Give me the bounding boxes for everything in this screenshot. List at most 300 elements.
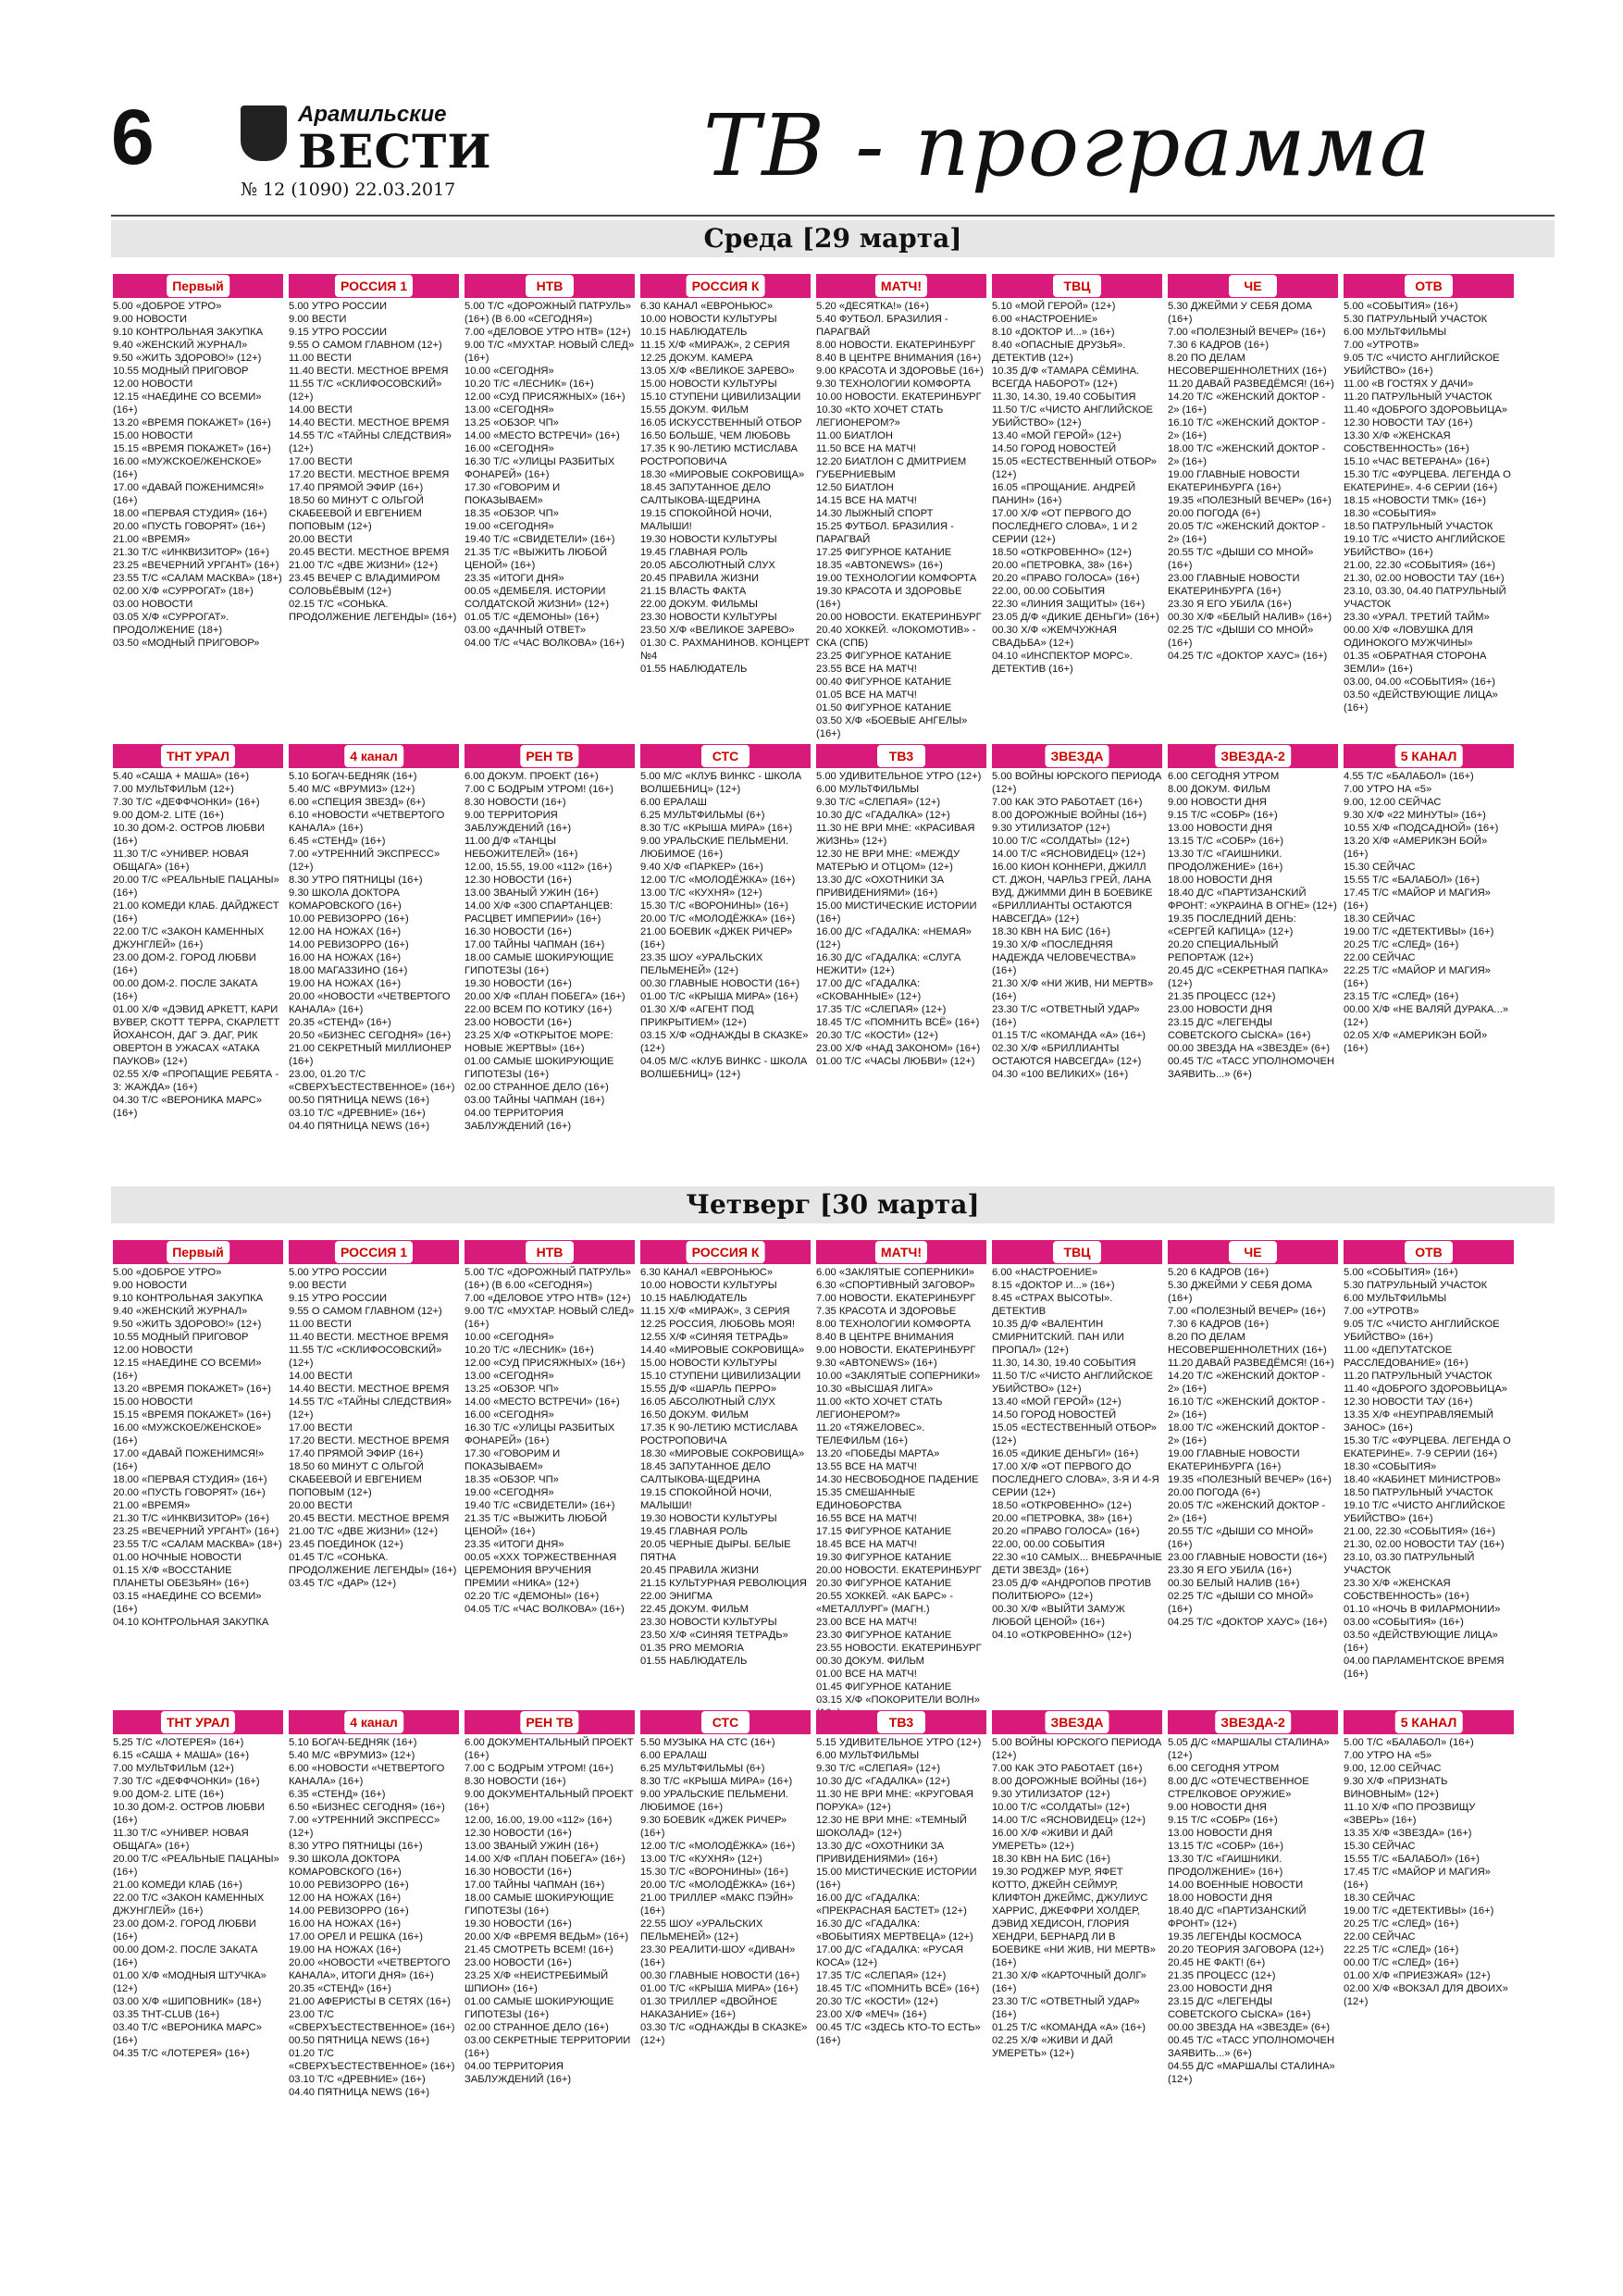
program-entry: 20.20 ТЕОРИЯ ЗАГОВОРА (12+) — [1168, 1944, 1324, 1955]
program-entry: 01.50 ФИГУРНОЕ КАТАНИЕ — [816, 702, 952, 714]
program-entry: 23.10, 03.30, 04.40 ПАТРУЛЬНЫЙ УЧАСТОК — [1344, 586, 1506, 610]
program-entry: 15.00 НОВОСТИ КУЛЬТУРЫ — [640, 1358, 777, 1369]
channel-column — [1344, 1240, 1514, 1681]
program-entry: 17.00 ОРЕЛ И РЕШКА (16+) — [289, 1931, 424, 1942]
program-entry: 15.00 МИСТИЧЕСКИЕ ИСТОРИИ (16+) — [816, 900, 977, 925]
program-entry: 19.30 ФИГУРНОЕ КАТАНИЕ — [816, 1552, 952, 1563]
program-entry: 11.00 Д/Ф «ТАНЦЫ НЕБОЖИТЕЛЕЙ» (16+) — [465, 836, 578, 860]
channel-name: ТНТ УРАЛ — [161, 745, 235, 767]
channel-name: ТВ3 — [877, 1711, 925, 1733]
program-entry: 9.00, 12.00 СЕЙЧАС — [1344, 797, 1442, 808]
channel-logo — [640, 274, 811, 298]
program-entry: 23.00 ДОМ-2. ГОРОД ЛЮБВИ (16+) — [113, 952, 256, 976]
program-entry: 20.45 ВЕСТИ. МЕСТНОЕ ВРЕМЯ — [289, 1513, 450, 1524]
program-list — [992, 1266, 1162, 1642]
channel-name: МАТЧ! — [875, 1241, 927, 1263]
program-entry: 12.20 БИАТЛОН С ДМИТРИЕМ ГУБЕРНИЕВЫМ — [816, 456, 967, 480]
program-entry: 5.50 МУЗЫКА НА СТС (16+) — [640, 1737, 775, 1748]
channel-column — [289, 1240, 459, 1590]
program-entry: 04.35 Т/С «ЛОТЕРЕЯ» (16+) — [113, 2048, 250, 2059]
program-entry: 18.35 «ОБЗОР. ЧП» — [465, 508, 559, 519]
program-entry: 5.00 Т/С «ДОРОЖНЫЙ ПАТРУЛЬ» (16+) (В 6.00 «СЕГОДНЯ») — [465, 1267, 631, 1291]
channel-name: РОССИЯ К — [687, 275, 765, 297]
program-entry: 5.20 6 КАДРОВ (16+) — [1168, 1267, 1270, 1278]
program-entry: 5.40 М/С «ВРУМИЗ» (12+) — [289, 784, 415, 795]
program-entry: 5.00 «СОБЫТИЯ» (16+) — [1344, 301, 1458, 312]
program-entry: 21.00 Т/С «ДВЕ ЖИЗНИ» (12+) — [289, 560, 439, 571]
channel-column — [992, 274, 1162, 676]
program-entry: 14.30 ЛЫЖНЫЙ СПОРТ — [816, 508, 934, 519]
channel-column — [113, 744, 283, 1120]
channel-column — [640, 1710, 811, 2047]
program-entry: 6.25 МУЛЬТФИЛЬМЫ (6+) — [640, 810, 765, 821]
channel-logo — [1344, 274, 1514, 298]
program-entry: 00.30 Х/Ф «ВЫЙТИ ЗАМУЖ ЛЮБОЙ ЦЕНОЙ» (16+) — [992, 1604, 1125, 1628]
program-list — [1168, 300, 1338, 663]
program-entry: 23.30 Я ЕГО УБИЛА (16+) — [1168, 1565, 1292, 1576]
program-entry: 14.00 ВОЕННЫЕ НОВОСТИ — [1168, 1880, 1304, 1891]
program-entry: 6.25 МУЛЬТФИЛЬМЫ (6+) — [640, 1763, 765, 1774]
program-entry: 7.00 С БОДРЫМ УТРОМ! (16+) — [465, 1763, 613, 1774]
program-entry: 19.40 Т/С «СВИДЕТЕЛИ» (16+) — [465, 534, 615, 545]
program-entry: 19.00 НА НОЖАХ (16+) — [289, 1944, 402, 1955]
program-entry: 9.30 БОЕВИК «ДЖЕК РИЧЕР» (16+) — [640, 1815, 787, 1839]
program-entry: 8.00 ТЕХНОЛОГИИ КОМФОРТА — [816, 1319, 971, 1330]
program-list — [816, 300, 986, 740]
program-entry: 13.20 «ВРЕМЯ ПОКАЖЕТ» (16+) — [113, 1384, 271, 1395]
program-entry: 01.10 «НОЧЬ В ФИЛАРМОНИИ» — [1344, 1604, 1501, 1615]
channel-logo — [992, 274, 1162, 298]
program-entry: 11.30 НЕ ВРИ МНЕ: «КРУГОВАЯ ПОРУКА» (12+) — [816, 1789, 973, 1813]
program-entry: 6.35 «СТЕНД» (16+) — [289, 1789, 386, 1800]
channel-logo — [465, 744, 635, 768]
program-entry: 11.00 «КТО ХОЧЕТ СТАТЬ ЛЕГИОНЕРОМ?» — [816, 1396, 943, 1421]
program-entry: 6.30 «СПОРТИВНЫЙ ЗАГОВОР» — [816, 1280, 975, 1291]
program-entry: 12.00 «СУД ПРИСЯЖНЫХ» (16+) — [465, 391, 626, 403]
program-entry: 7.30 6 КАДРОВ (16+) — [1168, 340, 1270, 351]
program-entry: 23.30 «УРАЛ. ТРЕТИЙ ТАЙМ» — [1344, 612, 1490, 623]
program-entry: 20.00 «ПЕТРОВКА, 38» (16+) — [992, 1513, 1133, 1524]
channel-column — [1344, 744, 1514, 1055]
program-entry: 11.10 Х/Ф «ПО ПРОЗВИЩУ «ЗВЕРЬ» (16+) — [1344, 1802, 1476, 1826]
program-list — [113, 1736, 283, 2060]
program-entry: 21.45 СМОТРЕТЬ ВСЕМ! (16+) — [465, 1944, 613, 1955]
program-entry: 18.00 МАГАЗЗИНО (16+) — [289, 965, 408, 976]
channel-logo — [1344, 744, 1514, 768]
program-entry: 04.10 «ИНСПЕКТОР МОРС». ДЕТЕКТИВ (16+) — [992, 651, 1133, 675]
day-header: Четверг [30 марта] — [111, 1186, 1555, 1223]
program-entry: 15.00 НОВОСТИ — [113, 430, 193, 441]
channel-column — [640, 274, 811, 676]
program-entry: 13.30 Д/С «ОХОТНИКИ ЗА ПРИВИДЕНИЯМИ» (16+) — [816, 875, 945, 899]
program-entry: 5.00 УТРО РОССИИ — [289, 1267, 388, 1278]
program-entry: 13.20 «ПОБЕДЫ МАРТА» — [816, 1448, 940, 1459]
program-entry: 13.30 Т/С «ГАИШНИКИ. ПРОДОЛЖЕНИЕ» (16+) — [1168, 849, 1283, 873]
program-entry: 14.30 НЕСВОБОДНОЕ ПАДЕНИЕ — [816, 1474, 979, 1485]
program-entry: 15.55 ДОКУМ. ФИЛЬМ — [640, 404, 749, 416]
program-list — [1168, 770, 1338, 1081]
program-entry: 23.55 НОВОСТИ. ЕКАТЕРИНБУРГ — [816, 1643, 982, 1654]
program-entry: 9.15 УТРО РОССИИ — [289, 1293, 388, 1304]
program-entry: 20.00 Х/Ф «ВРЕМЯ ВЕДЬМ» (16+) — [465, 1931, 629, 1942]
channel-column — [992, 744, 1162, 1081]
program-entry: 18.00 САМЫЕ ШОКИРУЮЩИЕ ГИПОТЕЗЫ (16+) — [465, 1893, 614, 1917]
program-entry: 20.00 Т/С «РЕАЛЬНЫЕ ПАЦАНЫ» (16+) — [113, 1854, 279, 1878]
channel-name: ОТВ — [1405, 275, 1453, 297]
program-entry: 13.00 «СЕГОДНЯ» — [465, 404, 554, 416]
program-entry: 16.50 БОЛЬШЕ, ЧЕМ ЛЮБОВЬ — [640, 430, 791, 441]
program-entry: 20.00 ПОГОДА (6+) — [1168, 1487, 1261, 1498]
program-entry: 21.30, 02.00 НОВОСТИ ТАУ (16+) — [1344, 573, 1505, 584]
channel-logo — [113, 1710, 283, 1734]
program-entry: 11.20 ПАТРУЛЬНЫЙ УЧАСТОК — [1344, 391, 1493, 403]
program-entry: 02.30 Х/Ф «БРИЛЛИАНТЫ ОСТАЮТСЯ НАВСЕГДА» (12+) — [992, 1043, 1142, 1067]
program-entry: 01.00 Х/Ф «ДЭВИД АРКЕТТ, КАРИ ВУВЕР, СКОТТ ТЕРРА, СКАРЛЕТТ ЙОХАНСОН, ДАГ Э. ДАГ, РИК ОВЕРТОН В УЖАСАХ «АТАКА ПАУКОВ» (12+) — [113, 1004, 280, 1067]
program-entry: 11.30 НЕ ВРИ МНЕ: «КРАСИВАЯ ЖИЗНЬ» (12+) — [816, 823, 975, 847]
program-entry: 14.20 Т/С «ЖЕНСКИЙ ДОКТОР - 2» (16+) — [1168, 391, 1326, 416]
program-entry: 23.55 ВСЕ НА МАТЧ! — [816, 664, 917, 675]
channel-logo — [640, 744, 811, 768]
program-entry: 9.30 Т/С «СЛЕПАЯ» (12+) — [816, 797, 941, 808]
program-entry: 13.40 «МОЙ ГЕРОЙ» (12+) — [992, 430, 1121, 441]
program-entry: 12.15 «НАЕДИНЕ СО ВСЕМИ» (16+) — [113, 1358, 262, 1382]
program-entry: 04.30 Т/С «ВЕРОНИКА МАРС» (16+) — [113, 1095, 262, 1119]
program-entry: 7.00 «ДЕЛОВОЕ УТРО НТВ» (12+) — [465, 327, 631, 338]
issue-info: № 12 (1090) 22.03.2017 — [241, 180, 456, 200]
program-entry: 12.15 «НАЕДИНЕ СО ВСЕМИ» (16+) — [113, 391, 262, 416]
program-entry: 8.00 ДОКУМ. ФИЛЬМ — [1168, 784, 1270, 795]
program-entry: 9.30 Т/С «СЛЕПАЯ» (12+) — [816, 1763, 941, 1774]
program-entry: 11.50 Т/С «ЧИСТО АНГЛИЙСКОЕ УБИЙСТВО» (12+) — [992, 404, 1153, 428]
program-entry: 22.00 СЕЙЧАС — [1344, 1931, 1416, 1942]
program-entry: 8.40 В ЦЕНТРЕ ВНИМАНИЯ (16+) — [816, 353, 982, 364]
program-entry: 14.00 Т/С «ЯСНОВИДЕЦ» (12+) — [992, 849, 1146, 860]
program-entry: 00.00 Х/Ф «ЛОВУШКА ДЛЯ ОДИНОКОГО МУЖЧИНЫ» — [1344, 625, 1474, 649]
program-entry: 04.00 ТЕРРИТОРИЯ ЗАБЛУЖДЕНИЙ (16+) — [465, 2061, 572, 2085]
program-entry: 18.30 СЕЙЧАС — [1344, 913, 1416, 925]
program-entry: 20.05 АБСОЛЮТНЫЙ СЛУХ — [640, 560, 775, 571]
program-entry: 18.45 Т/С «ПОМНИТЬ ВСЁ» (16+) — [816, 1017, 980, 1028]
program-entry: 21.30 Т/С «ИНКВИЗИТОР» (16+) — [113, 1513, 270, 1524]
program-entry: 02.20 Т/С «ДЕМОНЫ» (16+) — [465, 1591, 600, 1602]
program-entry: 10.55 МОДНЫЙ ПРИГОВОР — [113, 1332, 249, 1343]
program-entry: 12.30 НОВОСТИ (16+) — [465, 875, 572, 886]
program-entry: 21.00 АФЕРИСТЫ В СЕТЯХ (16+) — [289, 1996, 451, 2007]
program-entry: 14.00 Х/Ф «ПЛАН ПОБЕГА» (16+) — [465, 1854, 626, 1865]
program-entry: 00.45 Т/С «ТАСС УПОЛНОМОЧЕН ЗАЯВИТЬ...» (6+) — [1168, 2035, 1335, 2059]
program-entry: 01.00 Х/Ф «ПРИЕЗЖАЯ» (12+) — [1344, 1970, 1491, 1981]
program-entry: 16.00 «СЕГОДНЯ» — [465, 443, 554, 454]
program-entry: 20.30 ФИГУРНОЕ КАТАНИЕ — [816, 1578, 952, 1589]
program-entry: 20.35 «СТЕНД» (16+) — [289, 1017, 391, 1028]
program-entry: 23.30 НОВОСТИ КУЛЬТУРЫ — [640, 1617, 777, 1628]
program-entry: 5.10 «МОЙ ГЕРОЙ» (12+) — [992, 301, 1116, 312]
program-entry: 9.30 ШКОЛА ДОКТОРА КОМАРОВСКОГО (16+) — [289, 1854, 402, 1878]
program-entry: 20.00 НОВОСТИ. ЕКАТЕРИНБУРГ — [816, 1565, 982, 1576]
channel-logo — [992, 744, 1162, 768]
program-entry: 16.30 НОВОСТИ (16+) — [465, 1867, 572, 1878]
program-entry: 15.30 Т/С «ФУРЦЕВА. ЛЕГЕНДА О ЕКАТЕРИНЕ». 4-6 СЕРИИ (16+) — [1344, 469, 1511, 493]
program-entry: 23.25 Х/Ф «ОТКРЫТОЕ МОРЕ: НОВЫЕ ЖЕРТВЫ» (16+) — [465, 1030, 613, 1054]
program-entry: 10.00 НОВОСТИ КУЛЬТУРЫ — [640, 1280, 777, 1291]
program-entry: 13.00 НОВОСТИ ДНЯ — [1168, 1828, 1273, 1839]
program-entry: 13.00 Т/С «КУХНЯ» (12+) — [640, 1854, 762, 1865]
program-entry: 5.05 Д/С «МАРШАЛЫ СТАЛИНА» (12+) — [1168, 1737, 1330, 1761]
program-entry: 11.20 ПАТРУЛЬНЫЙ УЧАСТОК — [1344, 1371, 1493, 1382]
program-entry: 9.00, 12.00 СЕЙЧАС — [1344, 1763, 1442, 1774]
program-entry: 5.00 «СОБЫТИЯ» (16+) — [1344, 1267, 1458, 1278]
program-entry: 17.00 Д/С «ГАДАЛКА: «СКОВАННЫЕ» (12+) — [816, 978, 922, 1002]
program-entry: 04.00 ТЕРРИТОРИЯ ЗАБЛУЖДЕНИЙ (16+) — [465, 1108, 572, 1132]
program-entry: 01.15 Х/Ф «ВОССТАНИЕ ПЛАНЕТЫ ОБЕЗЬЯН» (16+) — [113, 1565, 250, 1589]
program-entry: 9.30 ТЕХНОЛОГИИ КОМФОРТА — [816, 379, 971, 390]
program-entry: 23.00 ГЛАВНЫЕ НОВОСТИ ЕКАТЕРИНБУРГА (16+) — [1168, 573, 1300, 597]
program-list — [640, 1736, 811, 2047]
channel-name: РЕН ТВ — [520, 1711, 578, 1733]
program-entry: 18.40 Д/С «ПАРТИЗАНСКИЙ ФРОНТ» (12+) — [1168, 1905, 1307, 1930]
program-entry: 23.00, 01.20 Т/С «СВЕРХЪЕСТЕСТВЕННОЕ» (16+) — [289, 1069, 455, 1093]
program-entry: 19.10 Т/С «ЧИСТО АНГЛИЙСКОЕ УБИЙСТВО» (16+) — [1344, 534, 1505, 558]
program-entry: 9.40 Х/Ф «ПАРКЕР» (16+) — [640, 862, 763, 873]
channel-column — [816, 274, 986, 740]
program-entry: 7.00 МУЛЬТФИЛЬМ (12+) — [113, 1763, 234, 1774]
program-entry: 23.35 «ИТОГИ ДНЯ» — [465, 1539, 564, 1550]
program-entry: 11.50 Т/С «ЧИСТО АНГЛИЙСКОЕ УБИЙСТВО» (12+) — [992, 1371, 1153, 1395]
program-entry: 14.40 ВЕСТИ. МЕСТНОЕ ВРЕМЯ — [289, 1384, 450, 1395]
program-entry: 9.40 «ЖЕНСКИЙ ЖУРНАЛ» — [113, 340, 248, 351]
program-entry: 7.00 «ПОЛЕЗНЫЙ ВЕЧЕР» (16+) — [1168, 327, 1326, 338]
program-entry: 18.50 60 МИНУТ С ОЛЬГОЙ СКАБЕЕВОЙ И ЕВГЕНИЕМ ПОПОВЫМ (12+) — [289, 495, 424, 532]
program-entry: 14.40 ВЕСТИ. МЕСТНОЕ ВРЕМЯ — [289, 417, 450, 428]
program-entry: 17.00 ТАЙНЫ ЧАПМАН (16+) — [465, 1880, 605, 1891]
program-entry: 7.00 КАК ЭТО РАБОТАЕТ (16+) — [992, 797, 1143, 808]
program-entry: 18.50 «ОТКРОВЕННО» (12+) — [992, 547, 1132, 558]
program-entry: 18.45 ЗАПУТАННОЕ ДЕЛО САЛТЫКОВА-ЩЕДРИНА — [640, 482, 771, 506]
program-entry: 5.30 ПАТРУЛЬНЫЙ УЧАСТОК — [1344, 314, 1488, 325]
program-entry: 00.05 «XXX ТОРЖЕСТВЕННАЯ ЦЕРЕМОНИЯ ВРУЧЕНИЯ ПРЕМИИ «НИКА» (12+) — [465, 1552, 617, 1589]
program-entry: 6.00 МУЛЬТФИЛЬМЫ — [816, 1750, 920, 1761]
program-entry: 9.00 НОВОСТИ. ЕКАТЕРИНБУРГ — [816, 1345, 976, 1356]
program-entry: 20.45 Д/С «СЕКРЕТНАЯ ПАПКА» (12+) — [1168, 965, 1329, 989]
program-entry: 16.10 Т/С «ЖЕНСКИЙ ДОКТОР - 2» (16+) — [1168, 417, 1326, 441]
program-entry: 13.00 НОВОСТИ ДНЯ — [1168, 823, 1273, 834]
program-entry: 11.20 «ТЯЖЕЛОВЕС». ТЕЛЕФИЛЬМ (16+) — [816, 1422, 925, 1446]
channel-name: 4 канал — [344, 745, 403, 767]
program-entry: 12.00 Т/С «МОЛОДЁЖКА» (16+) — [640, 1841, 796, 1852]
program-entry: 10.00 НОВОСТИ КУЛЬТУРЫ — [640, 314, 777, 325]
program-entry: 10.20 Т/С «ЛЕСНИК» (16+) — [465, 1345, 594, 1356]
program-entry: 19.30 НОВОСТИ КУЛЬТУРЫ — [640, 534, 777, 545]
program-entry: 23.00 ГЛАВНЫЕ НОВОСТИ (16+) — [1168, 1552, 1328, 1563]
program-entry: 22.00, 00.00 СОБЫТИЯ — [992, 1539, 1106, 1550]
program-entry: 8.30 Т/С «КРЫША МИРА» (16+) — [640, 1776, 793, 1787]
program-entry: 6.00 «НАСТРОЕНИЕ» — [992, 1267, 1098, 1278]
program-entry: 00.30 ГЛАВНЫЕ НОВОСТИ (16+) — [640, 978, 800, 989]
program-entry: 9.00 НОВОСТИ ДНЯ — [1168, 1802, 1267, 1813]
program-entry: 11.40 «ДОБРОГО ЗДОРОВЬИЦА» — [1344, 404, 1508, 416]
program-entry: 5.00 Т/С «ДОРОЖНЫЙ ПАТРУЛЬ» (16+) (В 6.00 «СЕГОДНЯ») — [465, 301, 631, 325]
program-entry: 14.00 «МЕСТО ВСТРЕЧИ» (16+) — [465, 430, 620, 441]
program-entry: 03.00 «ДАЧНЫЙ ОТВЕТ» — [465, 625, 587, 636]
program-entry: 15.30 Т/С «ВОРОНИНЫ» (16+) — [640, 1867, 789, 1878]
program-entry: 7.00 «УТРОТВ» — [1344, 1306, 1419, 1317]
program-entry: 23.25 «ВЕЧЕРНИЙ УРГАНТ» (16+) — [113, 560, 279, 571]
program-entry: 04.25 Т/С «ДОКТОР ХАУС» (16+) — [1168, 1617, 1328, 1628]
program-entry: 23.45 ВЕЧЕР С ВЛАДИМИРОМ СОЛОВЬЁВЫМ (12+) — [289, 573, 440, 597]
program-entry: 14.55 Т/С «ТАЙНЫ СЛЕДСТВИЯ» (12+) — [289, 1396, 452, 1421]
program-entry: 00.50 ПЯТНИЦА NEWS (16+) — [289, 2035, 430, 2046]
program-entry: 5.00 Т/С «БАЛАБОЛ» (16+) — [1344, 1737, 1474, 1748]
program-entry: 22.25 Т/С «СЛЕД» (16+) — [1344, 1944, 1459, 1955]
program-entry: 01.45 ФИГУРНОЕ КАТАНИЕ — [816, 1682, 952, 1693]
program-entry: 15.10 СТУПЕНИ ЦИВИЛИЗАЦИИ — [640, 1371, 801, 1382]
program-entry: 14.20 Т/С «ЖЕНСКИЙ ДОКТОР - 2» (16+) — [1168, 1371, 1326, 1395]
program-entry: 5.10 БОГАЧ-БЕДНЯК (16+) — [289, 1737, 417, 1748]
program-entry: 12.00 НА НОЖАХ (16+) — [289, 1893, 402, 1904]
program-entry: 02.25 Х/Ф «ЖИВИ И ДАЙ УМЕРЕТЬ» (12+) — [992, 2035, 1113, 2059]
channel-logo — [465, 1710, 635, 1734]
program-entry: 20.05 ЧЕРНЫЕ ДЫРЫ. БЕЛЫЕ ПЯТНА — [640, 1539, 791, 1563]
program-entry: 12.30 НЕ ВРИ МНЕ: «ТЕМНЫЙ ШОКОЛАД» (12+) — [816, 1815, 967, 1839]
channel-logo — [640, 1240, 811, 1264]
program-entry: 23.00 Х/Ф «НАД ЗАКОНОМ» (16+) — [816, 1043, 981, 1054]
program-entry: 15.10 «ЧАС ВЕТЕРАНА» (16+) — [1344, 456, 1490, 467]
program-entry: 18.45 Т/С «ПОМНИТЬ ВСЁ» (16+) — [816, 1983, 980, 1994]
program-entry: 17.30 «ГОВОРИМ И ПОКАЗЫВАЕМ» — [465, 482, 561, 506]
program-entry: 16.30 Д/С «ГАДАЛКА: «СЛУГА НЕЖИТИ» (12+) — [816, 952, 961, 976]
program-entry: 17.15 ФИГУРНОЕ КАТАНИЕ — [816, 1526, 952, 1537]
program-entry: 22.00 ЭНИГМА — [640, 1591, 712, 1602]
program-entry: 03.00, 04.00 «СОБЫТИЯ» (16+) — [1344, 676, 1496, 688]
program-entry: 16.30 НОВОСТИ (16+) — [465, 926, 572, 937]
program-entry: 5.30 ДЖЕЙМИ У СЕБЯ ДОМА (16+) — [1168, 301, 1312, 325]
program-entry: 21.35 Т/С «ВЫЖИТЬ ЛЮБОЙ ЦЕНОЙ» (16+) — [465, 1513, 608, 1537]
program-entry: 10.00 Т/С «СОЛДАТЫ» (12+) — [992, 1802, 1130, 1813]
program-entry: 17.35 К 90-ЛЕТИЮ МСТИСЛАВА РОСТРОПОВИЧА — [640, 1422, 798, 1446]
program-list — [1344, 300, 1514, 714]
newspaper-city: Арамильские — [298, 102, 447, 127]
program-entry: 00.50 ПЯТНИЦА NEWS (16+) — [289, 1095, 430, 1106]
program-entry: 20.00 «ПУСТЬ ГОВОРЯТ» (16+) — [113, 1487, 266, 1498]
channel-name: ОТВ — [1405, 1241, 1453, 1263]
program-entry: 23.35 ШОУ «УРАЛЬСКИХ ПЕЛЬМЕНЕЙ» (12+) — [640, 952, 763, 976]
program-entry: 04.00 Т/С «ЧАС ВОЛКОВА» (16+) — [465, 638, 625, 649]
program-entry: 01.45 Т/С «СОНЬКА. ПРОДОЛЖЕНИЕ ЛЕГЕНДЫ» (16+) — [289, 1552, 457, 1576]
program-entry: 19.00 ТЕХНОЛОГИИ КОМФОРТА — [816, 573, 977, 584]
program-list — [1344, 1266, 1514, 1681]
program-entry: 23.00 ВСЕ НА МАТЧ! — [816, 1617, 917, 1628]
channel-name: ТВЦ — [1053, 275, 1101, 297]
program-entry: 02.00 СТРАННОЕ ДЕЛО (16+) — [465, 1082, 609, 1093]
program-list — [816, 1266, 986, 1719]
program-entry: 17.00 ВЕСТИ — [289, 1422, 353, 1433]
channel-name: РОССИЯ К — [687, 1241, 765, 1263]
program-entry: 9.30 УТИЛИЗАТОР (12+) — [992, 1789, 1110, 1800]
program-entry: 15.30 Т/С «ВОРОНИНЫ» (16+) — [640, 900, 789, 912]
program-entry: 23.15 Д/С «ЛЕГЕНДЫ СОВЕТСКОГО СЫСКА» (16+) — [1168, 1017, 1311, 1041]
program-entry: 03.30 Т/С «ОДНАЖДЫ В СКАЗКЕ» (12+) — [640, 2022, 808, 2046]
program-entry: 12.25 ДОКУМ. КАМЕРА — [640, 353, 753, 364]
program-entry: 9.30 ШКОЛА ДОКТОРА КОМАРОВСКОГО (16+) — [289, 887, 402, 912]
program-entry: 8.40 В ЦЕНТРЕ ВНИМАНИЯ — [816, 1332, 954, 1343]
program-entry: 15.05 «ЕСТЕСТВЕННЫЙ ОТБОР» (12+) — [992, 1422, 1157, 1446]
program-entry: 04.05 Т/С «ЧАС ВОЛКОВА» (16+) — [465, 1604, 625, 1615]
program-entry: 8.30 УТРО ПЯТНИЦЫ (16+) — [289, 1841, 423, 1852]
program-entry: 02.25 Т/С «ДЫШИ СО МНОЙ» (16+) — [1168, 625, 1314, 649]
program-entry: 15.55 Д/Ф «ШАРЛЬ ПЕРРО» — [640, 1384, 777, 1395]
program-entry: 01.30 С. РАХМАНИНОВ. КОНЦЕРТ №4 — [640, 638, 811, 662]
program-entry: 21.30 Х/Ф «НИ ЖИВ, НИ МЕРТВ» (16+) — [992, 978, 1154, 1002]
program-list — [640, 1266, 811, 1668]
program-entry: 20.00 НОВОСТИ. ЕКАТЕРИНБУРГ — [816, 612, 982, 623]
channel-column — [465, 274, 635, 650]
program-list — [992, 300, 1162, 676]
program-entry: 8.30 УТРО ПЯТНИЦЫ (16+) — [289, 875, 423, 886]
program-entry: 02.00 СТРАННОЕ ДЕЛО (16+) — [465, 2022, 609, 2033]
program-entry: 14.00 ВЕСТИ — [289, 1371, 353, 1382]
program-entry: 16.00 НА НОЖАХ (16+) — [289, 952, 402, 963]
program-entry: 7.00 «УТРЕННИЙ ЭКСПРЕСС» (12+) — [289, 1815, 440, 1839]
channel-column — [816, 1710, 986, 2047]
program-entry: 20.00 Х/Ф «ПЛАН ПОБЕГА» (16+) — [465, 991, 626, 1002]
channel-logo — [1168, 744, 1338, 768]
program-entry: 6.00 СЕГОДНЯ УТРОМ — [1168, 1763, 1280, 1774]
channel-logo — [113, 274, 283, 298]
channel-name: ЧЕ — [1229, 1241, 1277, 1263]
program-entry: 20.00 Т/С «РЕАЛЬНЫЕ ПАЦАНЫ» (16+) — [113, 875, 279, 899]
program-entry: 9.55 О САМОМ ГЛАВНОМ (12+) — [289, 340, 442, 351]
channel-logo — [289, 1240, 459, 1264]
program-entry: 11.20 ДАВАЙ РАЗВЕДЁМСЯ! (16+) — [1168, 379, 1334, 390]
program-entry: 14.15 ВСЕ НА МАТЧ! — [816, 495, 917, 506]
program-entry: 19.35 ПОСЛЕДНИЙ ДЕНЬ: «СЕРГЕЙ КАПИЦА» (12+) — [1168, 913, 1296, 937]
program-entry: 15.00 МИСТИЧЕСКИЕ ИСТОРИИ (16+) — [816, 1867, 977, 1891]
channel-column — [1344, 1710, 1514, 2008]
program-entry: 21.15 ВЛАСТЬ ФАКТА — [640, 586, 747, 597]
program-entry: 20.45 ПРАВИЛА ЖИЗНИ — [640, 573, 759, 584]
program-entry: 11.50 ВСЕ НА МАТЧ! — [816, 443, 916, 454]
program-entry: 6.45 «СТЕНД» (16+) — [289, 836, 386, 847]
channel-name: ТНТ УРАЛ — [161, 1711, 235, 1733]
program-entry: 12.00 НА НОЖАХ (16+) — [289, 926, 402, 937]
program-entry: 23.55 Т/С «САЛАМ МАСКВА» (18+) — [113, 1539, 282, 1550]
channel-logo — [289, 744, 459, 768]
program-entry: 20.00 «ПУСТЬ ГОВОРЯТ» (16+) — [113, 521, 266, 532]
program-entry: 14.00 «МЕСТО ВСТРЕЧИ» (16+) — [465, 1396, 620, 1408]
program-entry: 03.45 Т/С «ДАР» (12+) — [289, 1578, 397, 1589]
program-entry: 9.00 Т/С «МУХТАР. НОВЫЙ СЛЕД» (16+) — [465, 1306, 635, 1330]
channel-name: ЗВЕЗДА-2 — [1215, 1711, 1291, 1733]
program-list — [113, 1266, 283, 1629]
program-entry: 13.40 «МОЙ ГЕРОЙ» (12+) — [992, 1396, 1121, 1408]
program-entry: 16.55 ВСЕ НА МАТЧ! — [816, 1513, 917, 1524]
program-entry: 11.00 ВЕСТИ — [289, 353, 352, 364]
program-entry: 22.00 СЕЙЧАС — [1344, 952, 1416, 963]
program-entry: 23.30 Х/Ф «ЖЕНСКАЯ СОБСТВЕННОСТЬ» (16+) — [1344, 1578, 1469, 1602]
channel-name: ЧЕ — [1229, 275, 1277, 297]
program-entry: 8.20 ПО ДЕЛАМ НЕСОВЕРШЕННОЛЕТНИХ (16+) — [1168, 1332, 1327, 1356]
program-entry: 22.00, 00.00 СОБЫТИЯ — [992, 586, 1106, 597]
program-entry: 19.00 «СЕГОДНЯ» — [465, 1487, 554, 1498]
program-entry: 20.00 Т/С «МОЛОДЁЖКА» (16+) — [640, 913, 796, 925]
program-entry: 00.00 Х/Ф «НЕ ВАЛЯЙ ДУРАКА...» (12+) — [1344, 1004, 1509, 1028]
program-entry: 02.15 Т/С «СОНЬКА. ПРОДОЛЖЕНИЕ ЛЕГЕНДЫ» (16+) — [289, 599, 457, 623]
program-entry: 23.25 Х/Ф «НЕИСТРЕБИМЫЙ ШПИОН» (16+) — [465, 1970, 609, 1994]
program-entry: 6.00 «НОВОСТИ «ЧЕТВЕРТОГО КАНАЛА» (16+) — [289, 1763, 445, 1787]
program-entry: 04.25 Т/С «ДОКТОР ХАУС» (16+) — [1168, 651, 1328, 662]
program-entry: 04.05 М/С «КЛУБ ВИНКС - ШКОЛА ВОЛШЕБНИЦ» (12+) — [640, 1056, 808, 1080]
program-entry: 00.00 ЗВЕЗДА НА «ЗВЕЗДЕ» (6+) — [1168, 2022, 1331, 2033]
